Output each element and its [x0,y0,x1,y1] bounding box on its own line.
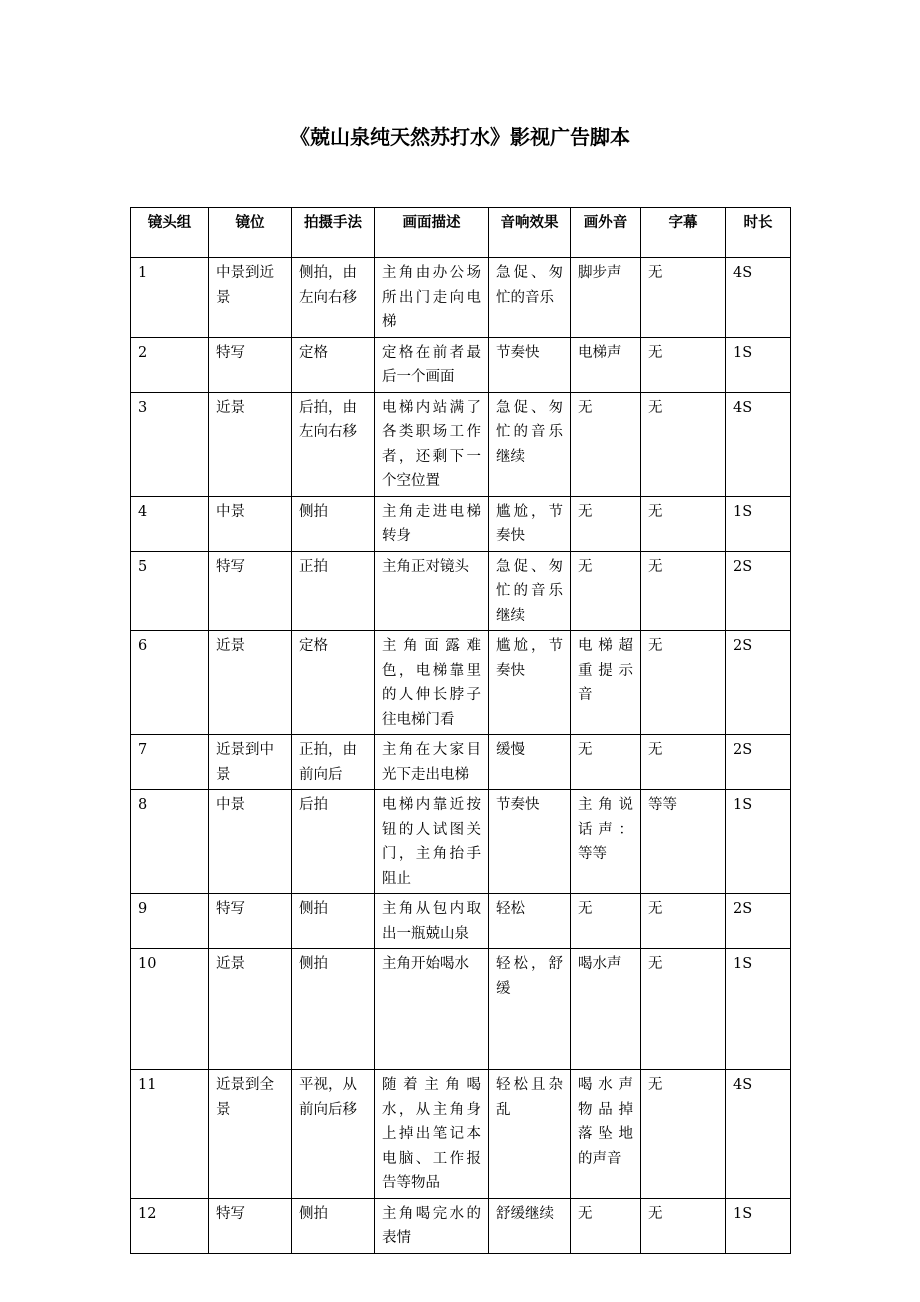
table-cell: 缓慢 [489,735,571,790]
table-cell: 无 [641,337,726,392]
table-cell: 4S [726,1070,791,1199]
header-row [131,208,791,258]
table-cell: 电梯内靠近按钮的人试图关门，主角抬手阻止 [375,790,489,894]
header-cell: 镜位 [209,208,292,258]
table-cell: 喝水声物品掉落坠地的声音 [571,1070,641,1199]
table-cell: 1S [726,790,791,894]
table-cell: 侧拍，由左向右移 [292,258,375,338]
table-row [131,894,791,949]
table-cell: 近景 [209,631,292,735]
table-cell: 无 [571,496,641,551]
table-row [131,631,791,735]
table-cell: 1 [131,258,209,338]
table-cell: 4 [131,496,209,551]
table-cell: 1S [726,496,791,551]
table-cell: 2S [726,894,791,949]
table-cell: 侧拍 [292,1198,375,1253]
table-cell: 1S [726,949,791,1070]
table-cell: 喝水声 [571,949,641,1070]
table-cell: 无 [571,392,641,496]
table-cell: 无 [641,551,726,631]
table-cell: 特写 [209,551,292,631]
table-cell: 2S [726,631,791,735]
table-cell: 无 [571,894,641,949]
table-cell: 无 [641,1198,726,1253]
table-cell: 尴尬，节奏快 [489,496,571,551]
table-cell: 中景 [209,496,292,551]
table-cell: 1S [726,337,791,392]
header-cell: 音响效果 [489,208,571,258]
table-cell: 主角在大家目光下走出电梯 [375,735,489,790]
table-cell: 主角走进电梯转身 [375,496,489,551]
table-cell: 急促、匆忙的音乐 [489,258,571,338]
table-cell: 急促、匆忙的音乐继续 [489,551,571,631]
table-cell: 2S [726,735,791,790]
table-cell: 7 [131,735,209,790]
table-cell: 特写 [209,894,292,949]
table-cell: 侧拍 [292,894,375,949]
table-cell: 1S [726,1198,791,1253]
document-title: 《兢山泉纯天然苏打水》影视广告脚本 [290,125,630,149]
table-cell: 无 [641,258,726,338]
table-cell: 无 [571,735,641,790]
table-cell: 侧拍 [292,949,375,1070]
table-cell: 无 [641,735,726,790]
table-cell: 正拍，由前向后 [292,735,375,790]
table-cell: 脚步声 [571,258,641,338]
table-cell: 近景到全景 [209,1070,292,1199]
table-cell: 平视，从前向后移 [292,1070,375,1199]
table-row [131,949,791,1070]
table-cell: 主角喝完水的表情 [375,1198,489,1253]
header-cell: 画外音 [571,208,641,258]
table-cell: 中景 [209,790,292,894]
table-cell: 正拍 [292,551,375,631]
table-cell: 节奏快 [489,790,571,894]
table-cell: 后拍 [292,790,375,894]
table-row [131,1070,791,1199]
table-cell: 节奏快 [489,337,571,392]
table-cell: 4S [726,258,791,338]
table-row [131,735,791,790]
table-cell: 尴尬，节奏快 [489,631,571,735]
table-row [131,258,791,338]
table-cell: 主角由办公场所出门走向电梯 [375,258,489,338]
table-cell: 轻松且杂乱 [489,1070,571,1199]
table-cell: 定格在前者最后一个画面 [375,337,489,392]
table-cell: 特写 [209,337,292,392]
table-cell: 轻松 [489,894,571,949]
table-cell: 无 [571,1198,641,1253]
table-cell: 主角从包内取出一瓶兢山泉 [375,894,489,949]
header-cell: 时长 [726,208,791,258]
table-cell: 9 [131,894,209,949]
table-cell: 定格 [292,631,375,735]
table-cell: 电梯声 [571,337,641,392]
table-cell: 主角面露难色，电梯靠里的人伸长脖子往电梯门看 [375,631,489,735]
table-cell: 舒缓继续 [489,1198,571,1253]
table-cell: 轻松，舒缓 [489,949,571,1070]
table-cell: 5 [131,551,209,631]
table-cell: 2S [726,551,791,631]
table-cell: 2 [131,337,209,392]
table-cell: 无 [641,894,726,949]
header-cell: 拍摄手法 [292,208,375,258]
table-cell: 无 [641,496,726,551]
table-cell: 无 [571,551,641,631]
storyboard-table [130,207,791,1254]
table-cell: 近景 [209,949,292,1070]
table-cell: 6 [131,631,209,735]
table-cell: 电梯内站满了各类职场工作者，还剩下一个空位置 [375,392,489,496]
table-cell: 等等 [641,790,726,894]
table-cell: 随着主角喝水，从主角身上掉出笔记本电脑、工作报告等物品 [375,1070,489,1199]
table-cell: 无 [641,392,726,496]
table-cell: 10 [131,949,209,1070]
header-cell: 字幕 [641,208,726,258]
table-cell: 3 [131,392,209,496]
table-cell: 12 [131,1198,209,1253]
table-row [131,1198,791,1253]
table-cell: 近景 [209,392,292,496]
table-cell: 主角说话声：等等 [571,790,641,894]
table-cell: 11 [131,1070,209,1199]
table-cell: 8 [131,790,209,894]
table-cell: 无 [641,949,726,1070]
table-row [131,496,791,551]
table-cell: 后拍，由左向右移 [292,392,375,496]
table-cell: 电梯超重提示音 [571,631,641,735]
table-cell: 侧拍 [292,496,375,551]
table-row [131,551,791,631]
table-cell: 无 [641,1070,726,1199]
table-cell: 定格 [292,337,375,392]
table-row [131,337,791,392]
header-cell: 镜头组 [131,208,209,258]
table-cell: 近景到中景 [209,735,292,790]
table-cell: 无 [641,631,726,735]
table-row [131,790,791,894]
table-cell: 中景到近景 [209,258,292,338]
table-row [131,392,791,496]
table-cell: 主角开始喝水 [375,949,489,1070]
table-cell: 4S [726,392,791,496]
table-cell: 急促、匆忙的音乐继续 [489,392,571,496]
table-cell: 特写 [209,1198,292,1253]
table-cell: 主角正对镜头 [375,551,489,631]
header-cell: 画面描述 [375,208,489,258]
